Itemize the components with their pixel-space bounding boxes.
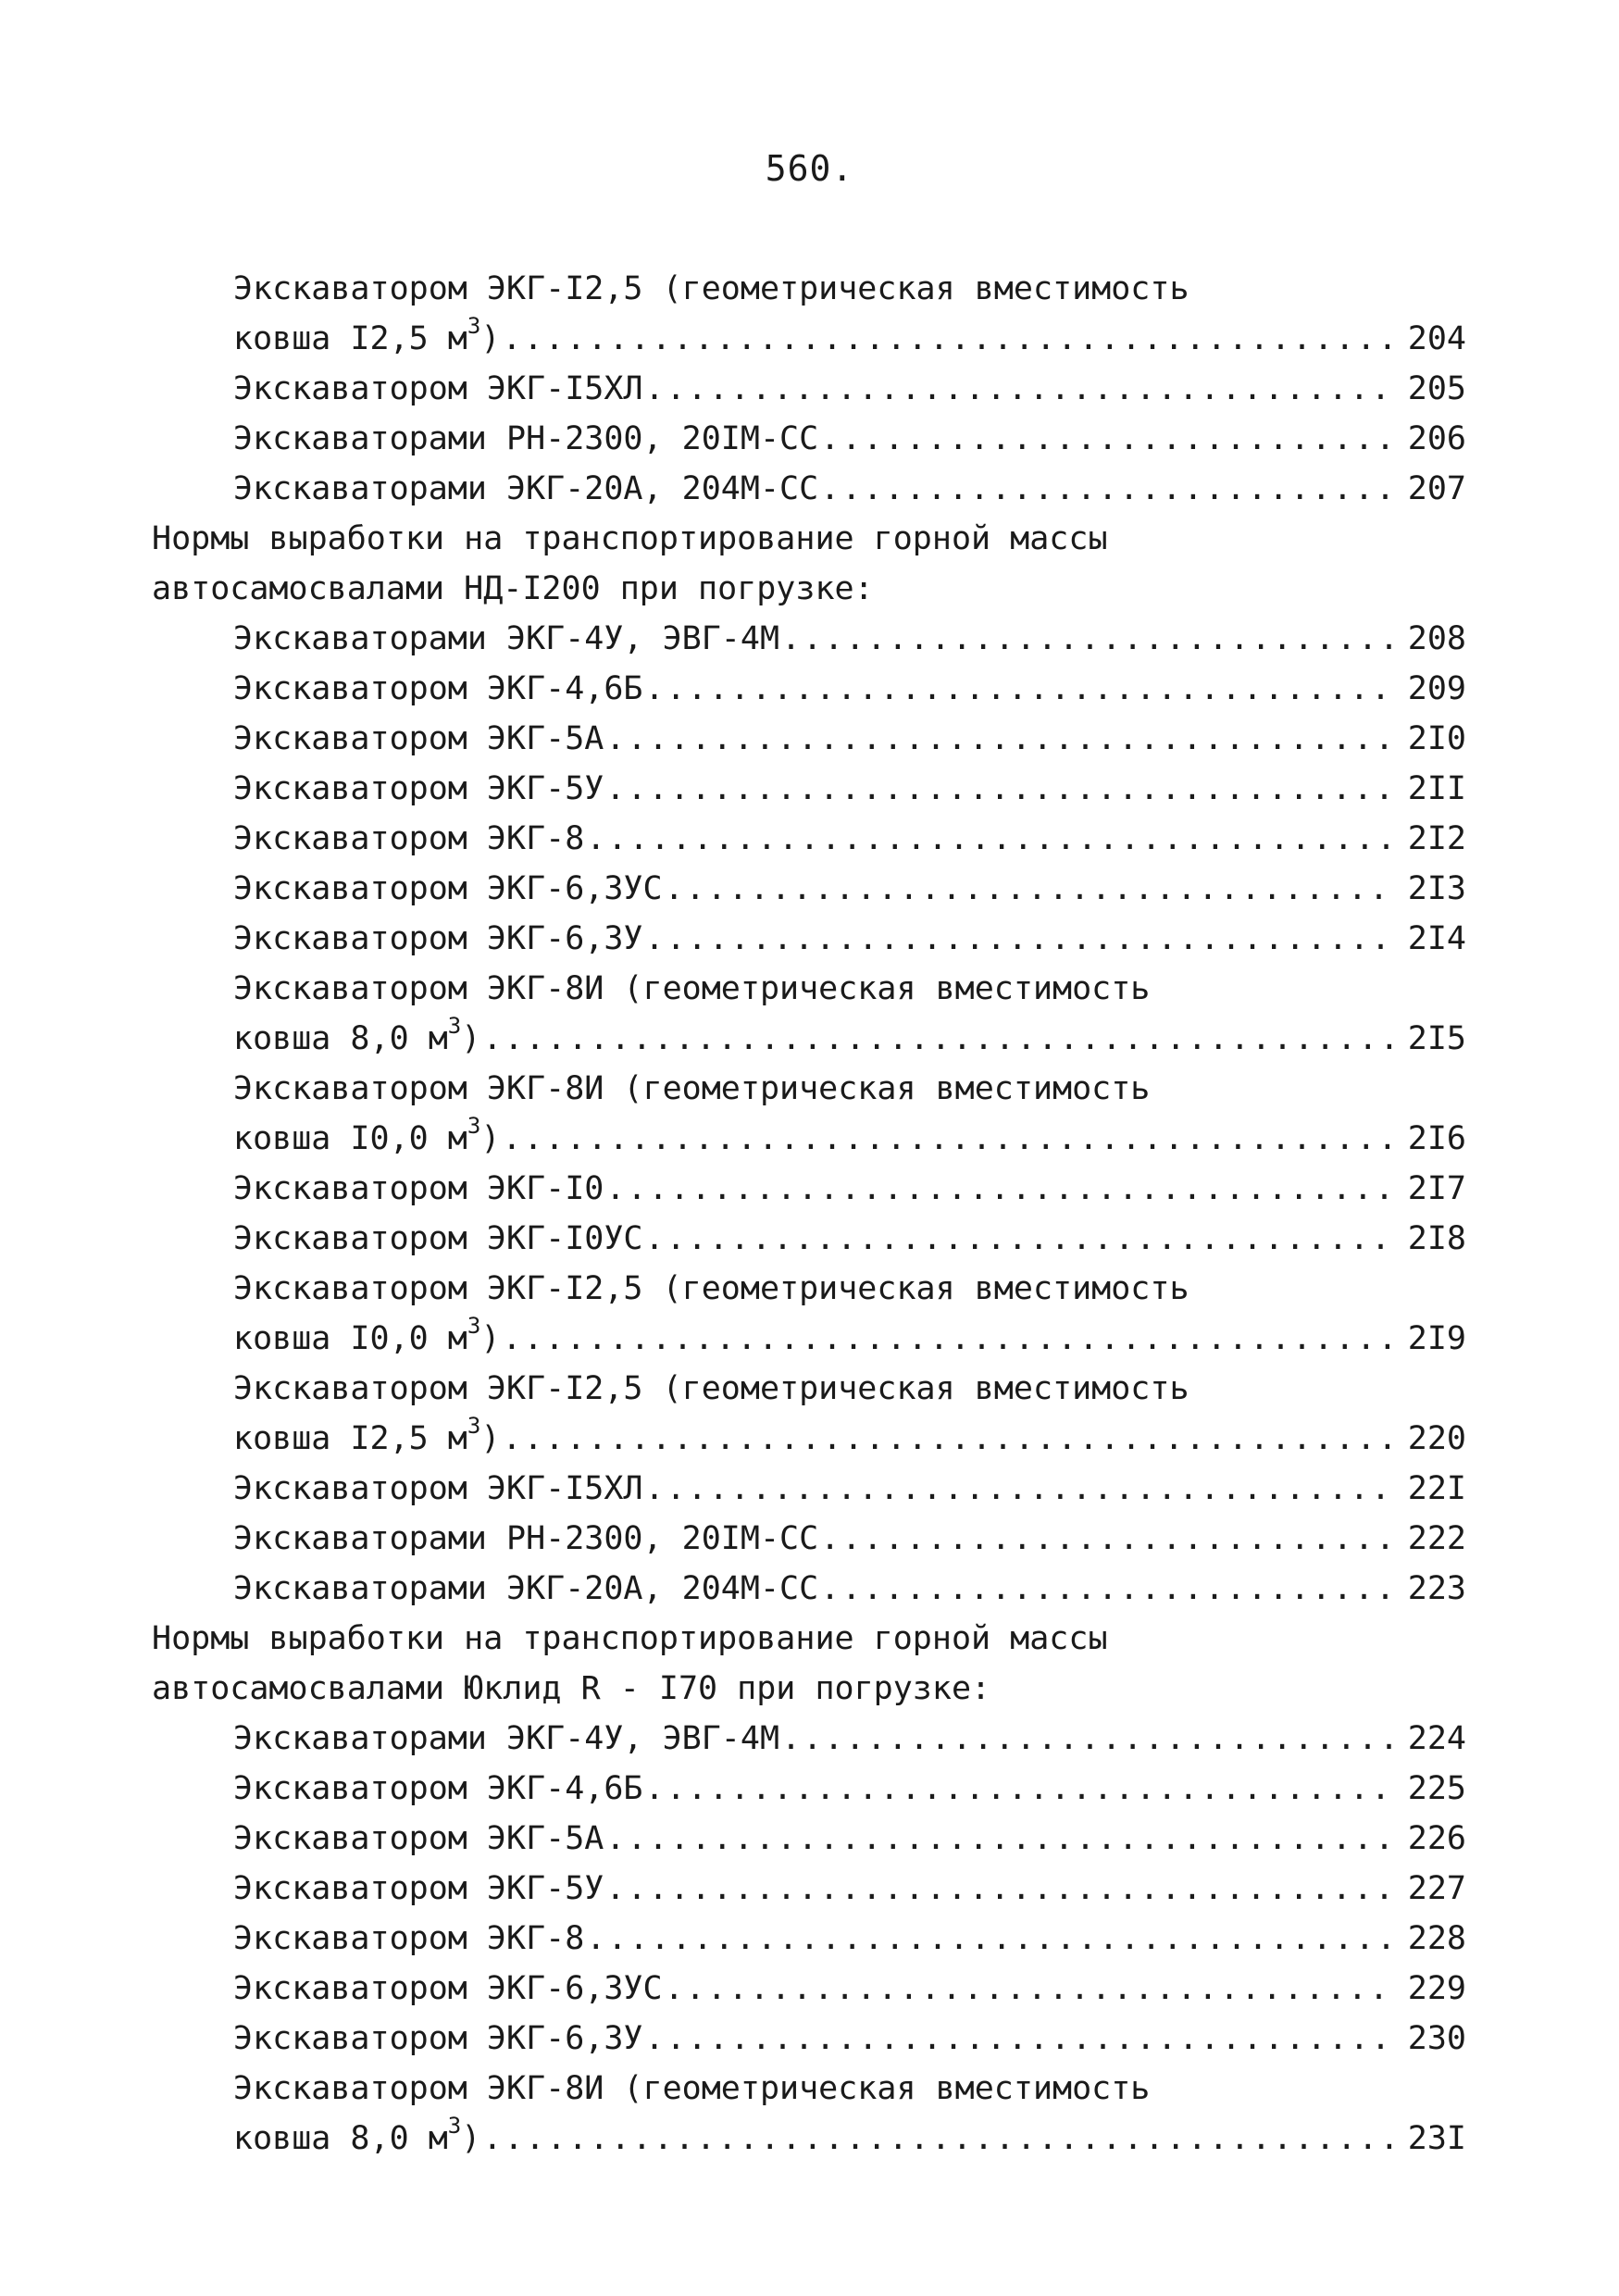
toc-entry-label-text: Экскаватором ЭКГ-6,3УС bbox=[233, 1970, 663, 2007]
toc-entry-page-number: 226 bbox=[1407, 1820, 1466, 1857]
toc-entry-label-text: Экскаватором ЭКГ-4,6Б bbox=[233, 1770, 643, 1807]
toc-section-heading: автосамосвалами НД-I200 при погрузке: bbox=[152, 570, 874, 607]
toc-section-heading: автосамосвалами Юклид R - I70 при погрузке: bbox=[152, 1670, 991, 1707]
dot-leader bbox=[605, 1864, 1398, 1914]
toc-entry-label-text: Экскаватором ЭКГ-5А bbox=[233, 720, 604, 757]
dot-leader bbox=[586, 1914, 1398, 1964]
dot-leader bbox=[605, 1814, 1398, 1864]
toc-entry-page-number: 2I6 bbox=[1407, 1120, 1466, 1157]
toc-entry-label bbox=[233, 614, 779, 664]
toc-entry bbox=[152, 1464, 1466, 1514]
dot-leader bbox=[665, 1964, 1398, 2014]
dot-leader bbox=[645, 914, 1398, 964]
toc-entry-label bbox=[233, 1864, 604, 1914]
dot-leader bbox=[586, 814, 1398, 864]
toc-entry-label-text: Экскаватором ЭКГ-6,3УС bbox=[233, 870, 663, 907]
toc-entry bbox=[152, 1564, 1466, 1614]
toc-entry-page-number: 207 bbox=[1407, 470, 1466, 507]
toc-entry-label bbox=[233, 664, 643, 714]
toc-entry-label bbox=[233, 2014, 643, 2064]
toc-entry bbox=[152, 2114, 1466, 2164]
toc-entry-label-text: ковша I2,5 м bbox=[233, 320, 467, 357]
toc-entry bbox=[152, 1864, 1466, 1914]
toc-entry-label bbox=[233, 864, 663, 914]
toc-entry-label-text: ковша I0,0 м bbox=[233, 1120, 467, 1157]
table-of-contents bbox=[152, 264, 1466, 2164]
toc-entry-label-text: Экскаватором ЭКГ-I0УС bbox=[233, 1220, 643, 1257]
dot-leader bbox=[820, 1564, 1398, 1614]
toc-entry-label bbox=[233, 1214, 643, 1264]
toc-entry-label bbox=[233, 714, 604, 764]
toc-entry-page-number: 2I8 bbox=[1407, 1220, 1466, 1257]
toc-entry bbox=[152, 1514, 1466, 1564]
toc-entry-label-text: Экскаватором ЭКГ-5А bbox=[233, 1820, 604, 1857]
toc-entry-label bbox=[233, 1914, 584, 1964]
toc-entry bbox=[152, 614, 1466, 664]
toc-entry bbox=[152, 1014, 1466, 1064]
toc-entry-page-number: 2I2 bbox=[1407, 820, 1466, 857]
toc-entry-text-line: Экскаватором ЭКГ-8И (геометрическая вместимость bbox=[233, 1070, 1151, 1107]
page-number: 560. bbox=[765, 148, 854, 189]
superscript-exponent: 3 bbox=[467, 313, 481, 340]
toc-entry-label-text: Экскаваторами ЭКГ-20А, 204М-СС bbox=[233, 1570, 819, 1607]
superscript-exponent: 3 bbox=[447, 2113, 462, 2140]
toc-entry-label bbox=[233, 1564, 818, 1614]
toc-entry-label bbox=[233, 764, 604, 814]
toc-entry bbox=[152, 1764, 1466, 1814]
toc-entry-text-line: Экскаватором ЭКГ-8И (геометрическая вместимость bbox=[233, 2070, 1151, 2107]
toc-entry-label-text: Экскаватором ЭКГ-6,3У bbox=[233, 2020, 643, 2057]
toc-entry-page-number: 2I0 bbox=[1407, 720, 1466, 757]
toc-entry bbox=[152, 1114, 1466, 1164]
dot-leader bbox=[482, 1014, 1398, 1064]
dot-leader bbox=[645, 1764, 1398, 1814]
toc-entry-label-suffix: ) bbox=[480, 1320, 501, 1357]
toc-section-heading: Нормы выработки на транспортирование горной массы bbox=[152, 520, 1108, 557]
toc-entry-label-text: Экскаватором ЭКГ-8 bbox=[233, 820, 585, 857]
dot-leader bbox=[645, 1214, 1398, 1264]
dot-leader bbox=[502, 1314, 1398, 1364]
dot-leader bbox=[502, 314, 1398, 364]
dot-leader bbox=[482, 2114, 1398, 2164]
toc-entry-label bbox=[233, 1464, 643, 1514]
dot-leader bbox=[665, 864, 1398, 914]
toc-entry bbox=[152, 664, 1466, 714]
toc-entry-page-number: 208 bbox=[1407, 620, 1466, 657]
toc-entry-label-text: ковша I0,0 м bbox=[233, 1320, 467, 1357]
toc-entry-label-text: ковша I2,5 м bbox=[233, 1420, 467, 1457]
toc-entry-label-text: Экскаватором ЭКГ-6,3У bbox=[233, 920, 643, 957]
toc-entry-page-number: 227 bbox=[1407, 1870, 1466, 1907]
toc-entry-label-text: Экскаватором ЭКГ-5У bbox=[233, 770, 604, 807]
toc-entry bbox=[152, 1814, 1466, 1864]
toc-entry-page-number: 228 bbox=[1407, 1920, 1466, 1957]
toc-entry-label bbox=[233, 814, 584, 864]
toc-entry bbox=[152, 1314, 1466, 1364]
toc-entry bbox=[152, 1964, 1466, 2014]
toc-entry-page-number: 225 bbox=[1407, 1770, 1466, 1807]
dot-leader bbox=[605, 764, 1398, 814]
toc-entry bbox=[152, 1414, 1466, 1464]
toc-entry-label bbox=[233, 1414, 500, 1464]
dot-leader bbox=[502, 1114, 1398, 1164]
superscript-exponent: 3 bbox=[467, 1113, 481, 1140]
toc-entry-page-number: 220 bbox=[1407, 1420, 1466, 1457]
toc-entry-page-number: 206 bbox=[1407, 420, 1466, 457]
toc-entry-label-text: Экскаватором ЭКГ-8 bbox=[233, 1920, 585, 1957]
toc-entry-page-number: 224 bbox=[1407, 1720, 1466, 1757]
toc-entry-label bbox=[233, 1964, 663, 2014]
toc-entry-label-text: Экскаватором ЭКГ-5У bbox=[233, 1870, 604, 1907]
toc-entry-label-text: ковша 8,0 м bbox=[233, 1020, 448, 1057]
toc-entry-label-text: Экскаватором ЭКГ-I0 bbox=[233, 1170, 604, 1207]
toc-entry-label-suffix: ) bbox=[461, 1020, 481, 1057]
toc-entry-label bbox=[233, 1814, 604, 1864]
dot-leader bbox=[605, 714, 1398, 764]
toc-entry-label-text: ковша 8,0 м bbox=[233, 2120, 448, 2157]
toc-entry-page-number: 230 bbox=[1407, 2020, 1466, 2057]
toc-entry bbox=[152, 364, 1466, 414]
toc-entry-label-text: Экскаваторами ЭКГ-4У, ЭВГ-4М bbox=[233, 1720, 780, 1757]
toc-entry-label bbox=[233, 1714, 779, 1764]
dot-leader bbox=[502, 1414, 1398, 1464]
toc-entry-text-line: Экскаватором ЭКГ-I2,5 (геометрическая вместимость bbox=[233, 270, 1189, 307]
dot-leader bbox=[645, 364, 1398, 414]
toc-entry bbox=[152, 414, 1466, 464]
toc-entry-text-line: Экскаватором ЭКГ-I2,5 (геометрическая вместимость bbox=[233, 1370, 1189, 1407]
toc-entry bbox=[152, 1714, 1466, 1764]
dot-leader bbox=[605, 1164, 1398, 1214]
toc-entry-label-suffix: ) bbox=[480, 1120, 501, 1157]
toc-entry-label bbox=[233, 1514, 818, 1564]
toc-entry-label bbox=[233, 1014, 480, 1064]
dot-leader bbox=[781, 614, 1398, 664]
superscript-exponent: 3 bbox=[467, 1313, 481, 1340]
toc-entry bbox=[152, 1914, 1466, 1964]
dot-leader bbox=[820, 414, 1398, 464]
toc-entry-label-text: Экскаваторами ЭКГ-4У, ЭВГ-4М bbox=[233, 620, 780, 657]
superscript-exponent: 3 bbox=[447, 1013, 462, 1040]
toc-entry bbox=[152, 764, 1466, 814]
toc-entry-label-text: Экскаваторами РН-2300, 20IМ-СС bbox=[233, 1520, 819, 1557]
dot-leader bbox=[820, 464, 1398, 514]
toc-entry-page-number: 23I bbox=[1407, 2120, 1466, 2157]
toc-entry-label-text: Экскаватором ЭКГ-I5ХЛ bbox=[233, 1470, 643, 1507]
toc-entry-label-text: Экскаватором ЭКГ-I5ХЛ bbox=[233, 370, 643, 407]
dot-leader bbox=[645, 664, 1398, 714]
toc-entry bbox=[152, 1214, 1466, 1264]
toc-entry-label bbox=[233, 1114, 500, 1164]
dot-leader bbox=[820, 1514, 1398, 1564]
toc-entry-label bbox=[233, 314, 500, 364]
toc-entry-label bbox=[233, 914, 643, 964]
toc-entry-page-number: 204 bbox=[1407, 320, 1466, 357]
toc-entry-label bbox=[233, 2114, 480, 2164]
toc-entry bbox=[152, 314, 1466, 364]
toc-entry-page-number: 2I4 bbox=[1407, 920, 1466, 957]
toc-entry-page-number: 209 bbox=[1407, 670, 1466, 707]
toc-entry-label bbox=[233, 1314, 500, 1364]
toc-entry-label-text: Экскаваторами РН-2300, 20IМ-СС bbox=[233, 420, 819, 457]
toc-entry-label-suffix: ) bbox=[461, 2120, 481, 2157]
toc-entry-label-text: Экскаватором ЭКГ-4,6Б bbox=[233, 670, 643, 707]
toc-entry bbox=[152, 914, 1466, 964]
dot-leader bbox=[645, 1464, 1398, 1514]
toc-entry-page-number: 2II bbox=[1407, 770, 1466, 807]
toc-entry-page-number: 205 bbox=[1407, 370, 1466, 407]
toc-entry bbox=[152, 464, 1466, 514]
superscript-exponent: 3 bbox=[467, 1413, 481, 1440]
toc-entry bbox=[152, 714, 1466, 764]
toc-entry-page-number: 2I7 bbox=[1407, 1170, 1466, 1207]
toc-entry bbox=[152, 1164, 1466, 1214]
toc-entry-text-line: Экскаватором ЭКГ-I2,5 (геометрическая вместимость bbox=[233, 1270, 1189, 1307]
dot-leader bbox=[781, 1714, 1398, 1764]
toc-entry-page-number: 223 bbox=[1407, 1570, 1466, 1607]
toc-entry-label bbox=[233, 414, 818, 464]
toc-entry bbox=[152, 864, 1466, 914]
toc-entry-page-number: 22I bbox=[1407, 1470, 1466, 1507]
toc-entry-page-number: 229 bbox=[1407, 1970, 1466, 2007]
toc-entry-label-suffix: ) bbox=[480, 320, 501, 357]
toc-entry-label-suffix: ) bbox=[480, 1420, 501, 1457]
dot-leader bbox=[645, 2014, 1398, 2064]
toc-section-heading: Нормы выработки на транспортирование горной массы bbox=[152, 1620, 1108, 1657]
toc-entry-page-number: 2I5 bbox=[1407, 1020, 1466, 1057]
toc-entry-page-number: 2I3 bbox=[1407, 870, 1466, 907]
toc-entry-label bbox=[233, 464, 818, 514]
toc-entry-label bbox=[233, 1764, 643, 1814]
toc-entry-label-text: Экскаваторами ЭКГ-20А, 204М-СС bbox=[233, 470, 819, 507]
toc-entry-text-line: Экскаватором ЭКГ-8И (геометрическая вместимость bbox=[233, 970, 1151, 1007]
toc-entry bbox=[152, 2014, 1466, 2064]
toc-entry-label bbox=[233, 1164, 604, 1214]
toc-entry bbox=[152, 814, 1466, 864]
toc-entry-page-number: 2I9 bbox=[1407, 1320, 1466, 1357]
toc-entry-page-number: 222 bbox=[1407, 1520, 1466, 1557]
toc-entry-label bbox=[233, 364, 643, 414]
